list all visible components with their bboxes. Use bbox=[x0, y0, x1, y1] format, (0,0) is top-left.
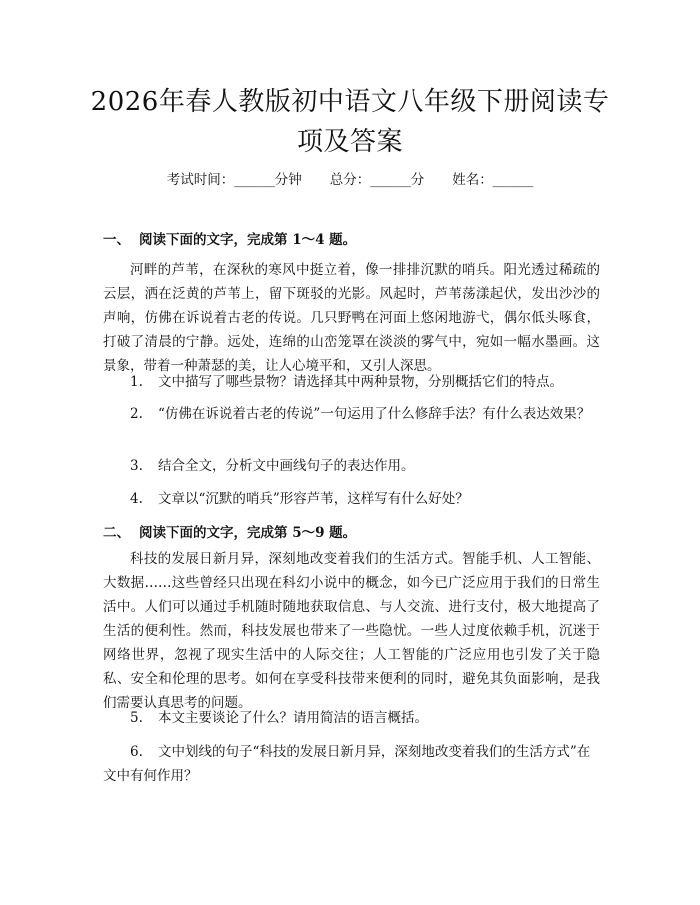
question-item bbox=[103, 402, 600, 426]
question-number: 5. bbox=[130, 710, 143, 726]
question-item bbox=[103, 487, 600, 511]
section-heading-text: 阅读下面的文字，完成第 5～9 题。 bbox=[139, 525, 357, 541]
question-number: 1. bbox=[130, 374, 143, 390]
section-heading-2 bbox=[103, 523, 356, 543]
question-item bbox=[103, 370, 600, 394]
question-number: 6. bbox=[130, 744, 143, 760]
question-text: 本文主要谈论了什么？请用简洁的语言概括。 bbox=[158, 710, 428, 726]
question-text: 结合全文，分析文中画线句子的表达作用。 bbox=[158, 458, 415, 474]
question-text: 文中描写了哪些景物？请选择其中两种景物，分别概括它们的特点。 bbox=[158, 374, 563, 390]
section-heading-text: 阅读下面的文字，完成第 1～4 题。 bbox=[139, 232, 357, 248]
reading-passage-1: 河畔的芦苇，在深秋的寒风中挺立着，像一排排沉默的哨兵。阳光透过稀疏的云层，洒在泛黄的芦苇上，留下斑驳的光影。风起时，芦苇荡漾起伏，发出沙沙的声响，仿佛在诉说着古老的传说。几只野鸭在河面上悠闲地游弋，偶尔低头啄食，打破了清晨的宁静。远处，连绵的山峦笼罩在淡淡的雾气中，宛如一幅水墨画。这景象，带着一种萧瑟的美，让人心境平和，又引人深思。 bbox=[103, 262, 600, 374]
total-score-label: 总分：______分 bbox=[329, 172, 425, 188]
question-item bbox=[103, 740, 600, 788]
question-text: “仿佛在诉说着古老的传说”一句运用了什么修辞手法？有什么表达效果？ bbox=[158, 406, 591, 422]
exam-meta bbox=[0, 170, 700, 190]
reading-passage-2: 科技的发展日新月异，深刻地改变着我们的生活方式。智能手机、人工智能、大数据……这些曾经只出现在科幻小说中的概念，如今已广泛应用于我们的日常生活中。人们可以通过手机随时随地获取信息、与人交流、进行支付，极大地提高了生活的便利性。然而，科技发展也带来了一些隐忧。一些人过度依赖手机，沉迷于网络世界，忽视了现实生活中的人际交往；人工智能的广泛应用也引发了关于隐私、安全和伦理的思考。如何在享受科技带来便利的同时，避免其负面影响，是我们需要认真思考的问题。 bbox=[103, 551, 600, 711]
section-heading-1 bbox=[103, 230, 356, 250]
student-name-label: 姓名：______ bbox=[452, 172, 534, 188]
page-title: 2026年春人教版初中语文八年级下册阅读专项及答案 bbox=[90, 87, 610, 157]
section-number: 二、 bbox=[103, 525, 130, 541]
section-number: 一、 bbox=[103, 232, 130, 248]
question-item bbox=[103, 706, 600, 730]
question-text: 文章以“沉默的哨兵”形容芦苇，这样写有什么好处？ bbox=[158, 491, 469, 507]
question-text: 文中划线的句子“科技的发展日新月异，深刻地改变着我们的生活方式”在文中有何作用？ bbox=[103, 744, 591, 784]
exam-time-label: 考试时间：______分钟 bbox=[166, 172, 302, 188]
question-number: 4. bbox=[130, 491, 143, 507]
question-item bbox=[103, 454, 600, 478]
question-number: 3. bbox=[130, 458, 143, 474]
question-number: 2. bbox=[130, 406, 143, 422]
